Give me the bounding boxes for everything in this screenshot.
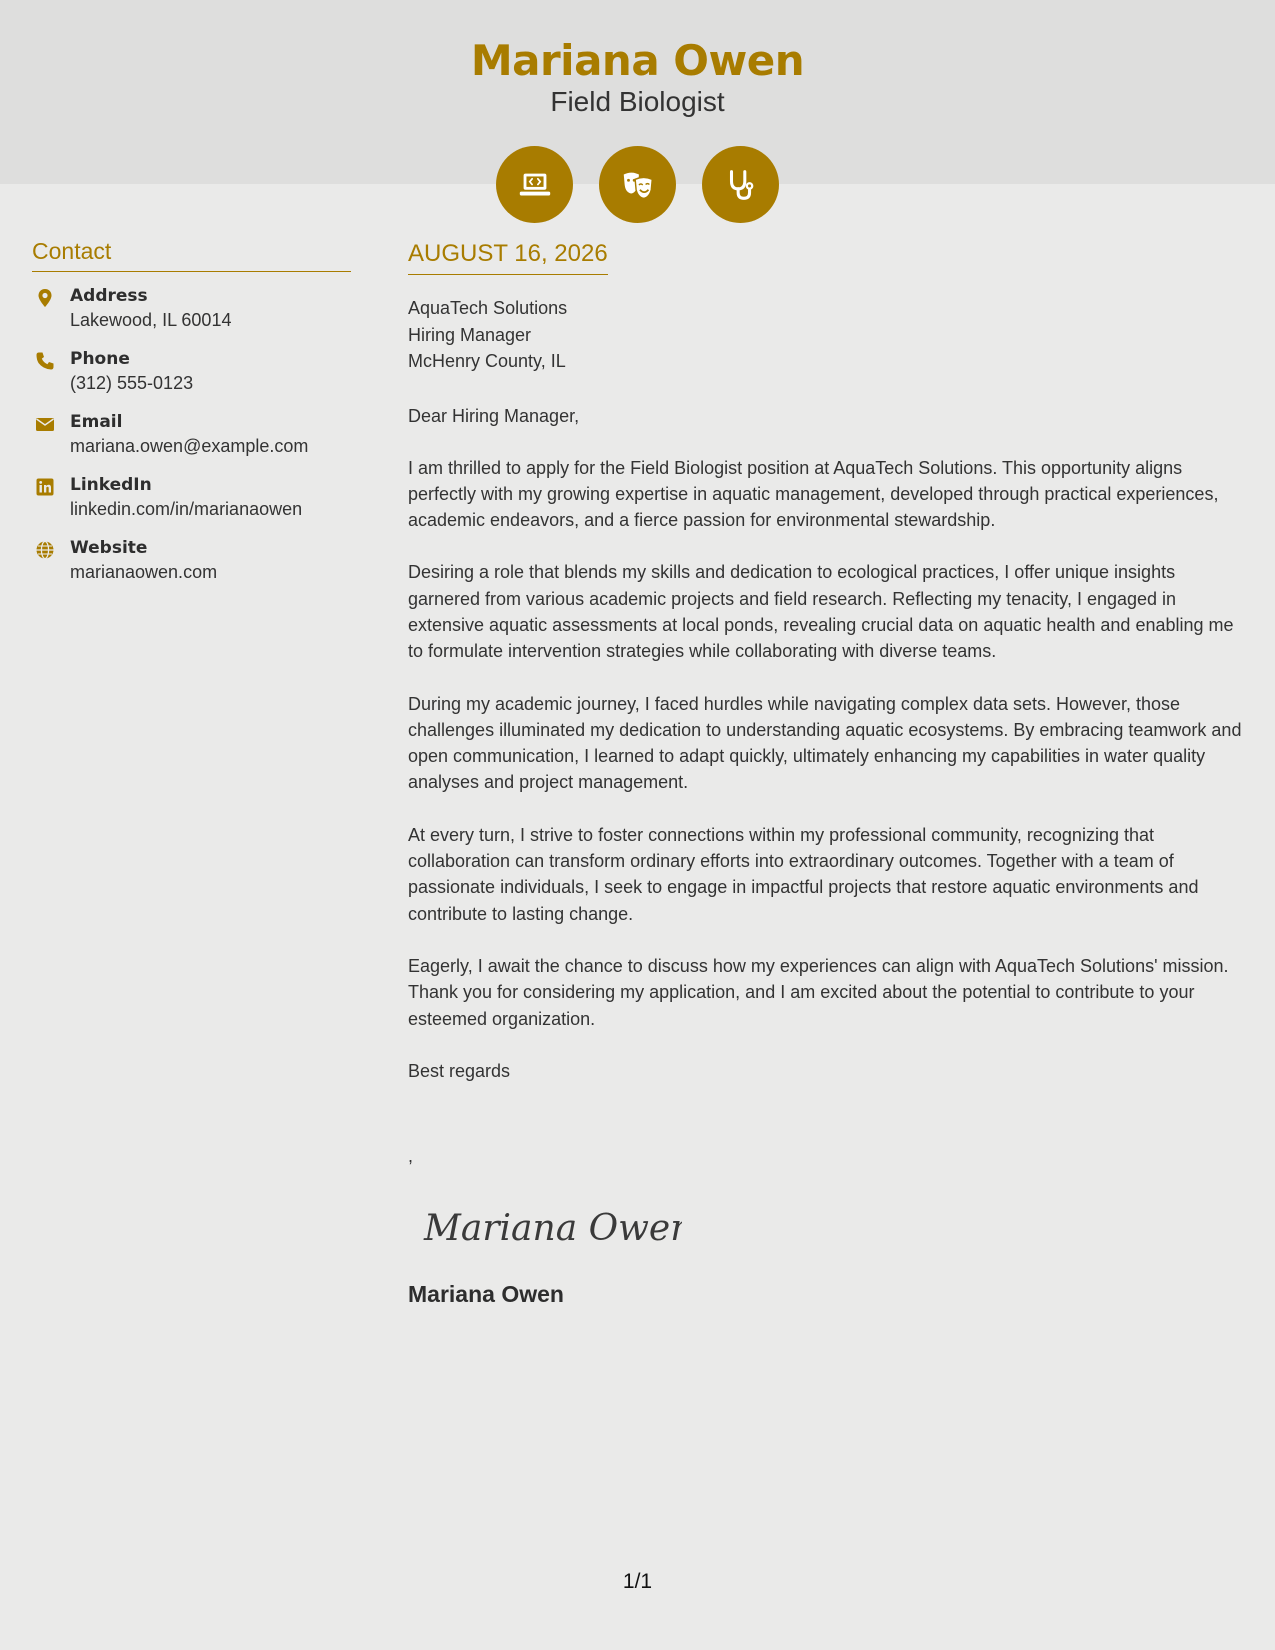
page-number: 1/1 (622, 1570, 653, 1593)
contact-value: (312) 555-0123 (70, 373, 194, 393)
theater-masks-icon (599, 146, 676, 223)
recipient-location: McHenry County, IL (408, 351, 566, 371)
contact-item-phone (32, 347, 351, 395)
envelope-icon (32, 410, 70, 458)
stethoscope-icon (702, 146, 779, 223)
contact-item-linkedin (32, 473, 351, 521)
paragraph: Desiring a role that blends my skills and dedication to ecological practices, I offer unique insights garnered from various academic projects and field research. Reflecting my tenacity, I engaged in extensive aquatic assessments at local ponds, revealing crucial data on aquatic health and enabling me to formulate intervention strategies while collaborating with diverse teams. (408, 562, 1234, 662)
globe-icon (32, 536, 70, 584)
contact-item-address (32, 284, 351, 332)
paragraph: At every turn, I strive to foster connections within my professional community, recognizing that collaboration can transform ordinary efforts into extraordinary outcomes. Together with a team of passionate individuals, I seek to engage in impactful projects that restore aquatic environments and contribute to lasting change. (408, 824, 1199, 924)
closing-comma: , (408, 1146, 414, 1167)
contact-label: LinkedIn (70, 475, 152, 495)
contact-label: Phone (70, 349, 130, 369)
contact-label: Address (70, 286, 148, 306)
closing: Best regards (408, 1060, 511, 1081)
signature-text: Mariana Owen (424, 1208, 682, 1250)
applicant-name: Mariana Owen (470, 36, 805, 85)
contact-item-email (32, 410, 351, 458)
contact-label: Email (70, 412, 123, 432)
recipient-block (408, 295, 1248, 375)
linkedin-icon (32, 473, 70, 521)
paragraph: Eagerly, I await the chance to discuss how my experiences can align with AquaTech Solutions' mission. Thank you for considering my application, and I am excited about the potential to contribute to your esteemed organization. (408, 955, 1229, 1029)
contact-value: linkedin.com/in/marianaowen (70, 499, 303, 519)
contact-list (32, 284, 351, 584)
applicant-title: Field Biologist (550, 86, 725, 117)
contact-value: Lakewood, IL 60014 (70, 310, 232, 330)
letter-body (408, 240, 1248, 1308)
contact-value: marianaowen.com (70, 562, 218, 582)
letter-date: AUGUST 16, 2026 (408, 240, 608, 275)
signer-name: Mariana Owen (408, 1281, 564, 1308)
map-pin-icon (32, 284, 70, 332)
recipient-role: Hiring Manager (408, 324, 532, 345)
contact-item-website (32, 536, 351, 584)
contact-label: Website (70, 538, 148, 558)
recipient-company: AquaTech Solutions (408, 298, 568, 318)
contact-sidebar (32, 238, 351, 599)
paragraph: I am thrilled to apply for the Field Biologist position at AquaTech Solutions. This opportunity aligns perfectly with my growing expertise in aquatic management, developed through practical experiences, academic endeavors, and a fierce passion for environmental stewardship. (408, 457, 1219, 531)
contact-heading: Contact (32, 238, 351, 272)
interest-icons (0, 146, 1275, 223)
phone-icon (32, 347, 70, 395)
signature-image (422, 1198, 682, 1258)
salutation: Dear Hiring Manager, (408, 405, 580, 426)
contact-value: mariana.owen@example.com (70, 436, 309, 456)
laptop-code-icon (496, 146, 573, 223)
paragraph: During my academic journey, I faced hurdles while navigating complex data sets. However, those challenges illuminated my dedication to understanding aquatic ecosystems. By embracing teamwork and open communication, I learned to adapt quickly, ultimately enhancing my capabilities in water quality analyses and project management. (408, 693, 1242, 793)
